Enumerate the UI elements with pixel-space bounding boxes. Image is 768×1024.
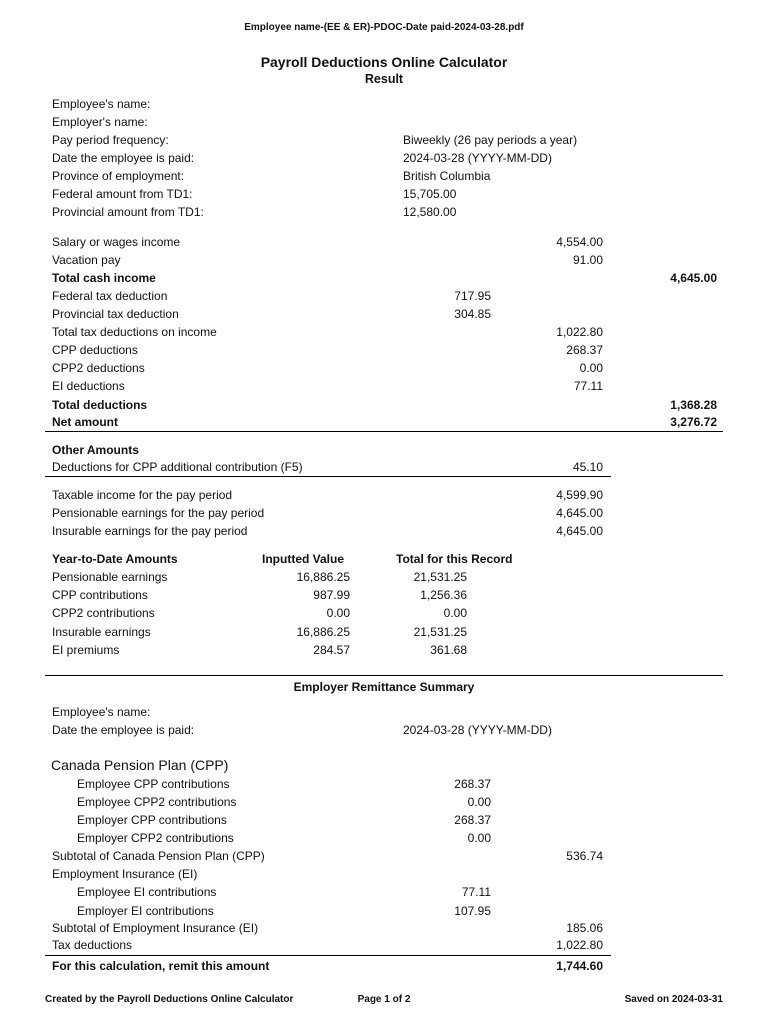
ytd-row-label: EI premiums (52, 643, 120, 657)
provincial-tax-label: Provincial tax deduction (52, 307, 179, 321)
remit-date-value: 2024-03-28 (YYYY-MM-DD) (403, 723, 552, 737)
info-value: Biweekly (26 pay periods a year) (403, 133, 578, 147)
total-deductions-label: Total deductions (52, 398, 148, 412)
employee-cpp-value: 268.37 (454, 777, 491, 791)
info-label: Date the employee is paid: (52, 151, 195, 165)
cpp-subtotal-label: Subtotal of Canada Pension Plan (CPP) (52, 849, 265, 863)
total-cash-value: 4,645.00 (670, 271, 717, 285)
remittance-heading: Employer Remittance Summary (293, 680, 475, 694)
cpp2-value: 0.00 (579, 361, 603, 375)
total-cash-label: Total cash income (52, 271, 156, 285)
divider (45, 476, 611, 477)
cpp-heading: Canada Pension Plan (CPP) (51, 757, 229, 773)
employer-cpp2-label: Employer CPP2 contributions (77, 831, 234, 845)
footer-page-number: Page 1 of 2 (357, 994, 411, 1005)
divider (45, 675, 723, 676)
total-deductions-value: 1,368.28 (670, 398, 717, 412)
cpp-value: 268.37 (566, 343, 603, 357)
info-value: 12,580.00 (403, 205, 457, 219)
ytd-row-total: 1,256.36 (420, 588, 467, 602)
employee-ei-value: 77.11 (461, 885, 491, 899)
remit-total-label: For this calculation, remit this amount (52, 959, 270, 973)
employer-cpp2-value: 0.00 (467, 831, 491, 845)
ei-subtotal-value: 185.06 (566, 921, 603, 935)
info-label: Province of employment: (52, 169, 185, 183)
employee-cpp-label: Employee CPP contributions (77, 777, 230, 791)
info-label: Provincial amount from TD1: (52, 205, 204, 219)
info-label: Pay period frequency: (52, 133, 169, 147)
net-amount-label: Net amount (52, 415, 118, 429)
employer-cpp-label: Employer CPP contributions (77, 813, 227, 827)
salary-label: Salary or wages income (52, 235, 181, 249)
pensionable-earnings-value: 4,645.00 (556, 506, 603, 520)
ytd-row-inputted: 987.99 (313, 588, 350, 602)
ytd-header-total: Total for this Record (396, 552, 513, 566)
footer-created-by: Created by the Payroll Deductions Online Calculator (45, 994, 294, 1005)
info-value: 2024-03-28 (YYYY-MM-DD) (403, 151, 552, 165)
tax-deductions-label: Tax deductions (52, 938, 133, 952)
cpp-additional-value: 45.10 (572, 460, 603, 474)
total-tax-label: Total tax deductions on income (52, 325, 217, 339)
salary-value: 4,554.00 (556, 235, 603, 249)
employee-cpp2-label: Employee CPP2 contributions (77, 795, 237, 809)
ytd-row-total: 21,531.25 (413, 570, 467, 584)
vacation-label: Vacation pay (52, 253, 121, 267)
info-label: Federal amount from TD1: (52, 187, 193, 201)
footer-saved-on: Saved on 2024-03-31 (624, 994, 723, 1005)
remit-total-value: 1,744.60 (556, 959, 603, 973)
other-amounts-heading: Other Amounts (52, 443, 139, 457)
ytd-row-label: Pensionable earnings (52, 570, 168, 584)
info-value: British Columbia (403, 169, 491, 183)
ytd-row-inputted: 16,886.25 (296, 570, 350, 584)
cpp-subtotal-value: 536.74 (566, 849, 603, 863)
remit-employee-name-label: Employee's name: (52, 705, 151, 719)
ytd-row-inputted: 284.57 (313, 643, 350, 657)
page-subtitle: Result (364, 72, 404, 86)
ei-value: 77.11 (573, 379, 603, 393)
provincial-tax-value: 304.85 (454, 307, 491, 321)
cpp-additional-label: Deductions for CPP additional contribution (F5) (52, 460, 303, 474)
insurable-earnings-label: Insurable earnings for the pay period (52, 524, 248, 538)
info-value: 15,705.00 (403, 187, 457, 201)
page-title: Payroll Deductions Online Calculator (260, 54, 508, 70)
file-title: Employee name-(EE & ER)-PDOC-Date paid-2024-03-28.pdf (244, 22, 524, 33)
taxable-income-label: Taxable income for the pay period (52, 488, 233, 502)
net-amount-value: 3,276.72 (670, 415, 717, 429)
ei-heading: Employment Insurance (EI) (52, 867, 198, 881)
ytd-header-label: Year-to-Date Amounts (52, 552, 178, 566)
ei-label: EI deductions (52, 379, 125, 393)
pensionable-earnings-label: Pensionable earnings for the pay period (52, 506, 265, 520)
ytd-row-label: Insurable earnings (52, 625, 151, 639)
divider (45, 955, 611, 956)
ytd-header-inputted: Inputted Value (262, 552, 345, 566)
ytd-row-total: 361.68 (430, 643, 467, 657)
ytd-row-label: CPP contributions (52, 588, 148, 602)
tax-deductions-value: 1,022.80 (556, 938, 603, 952)
cpp-label: CPP deductions (52, 343, 138, 357)
employee-cpp2-value: 0.00 (467, 795, 491, 809)
employer-ei-value: 107.95 (454, 904, 491, 918)
vacation-value: 91.00 (572, 253, 603, 267)
federal-tax-label: Federal tax deduction (52, 289, 168, 303)
employer-ei-label: Employer EI contributions (77, 904, 214, 918)
total-tax-value: 1,022.80 (556, 325, 603, 339)
info-label: Employee's name: (52, 97, 151, 111)
ytd-row-total: 21,531.25 (413, 625, 467, 639)
ei-subtotal-label: Subtotal of Employment Insurance (EI) (52, 921, 259, 935)
ytd-row-inputted: 16,886.25 (296, 625, 350, 639)
taxable-income-value: 4,599.90 (556, 488, 603, 502)
employer-cpp-value: 268.37 (454, 813, 491, 827)
federal-tax-value: 717.95 (454, 289, 491, 303)
ytd-row-label: CPP2 contributions (52, 606, 155, 620)
ytd-row-inputted: 0.00 (326, 606, 350, 620)
employee-ei-label: Employee EI contributions (77, 885, 217, 899)
insurable-earnings-value: 4,645.00 (556, 524, 603, 538)
ytd-row-total: 0.00 (443, 606, 467, 620)
remit-date-label: Date the employee is paid: (52, 723, 195, 737)
cpp2-label: CPP2 deductions (52, 361, 145, 375)
info-label: Employer's name: (52, 115, 148, 129)
divider (45, 431, 723, 432)
